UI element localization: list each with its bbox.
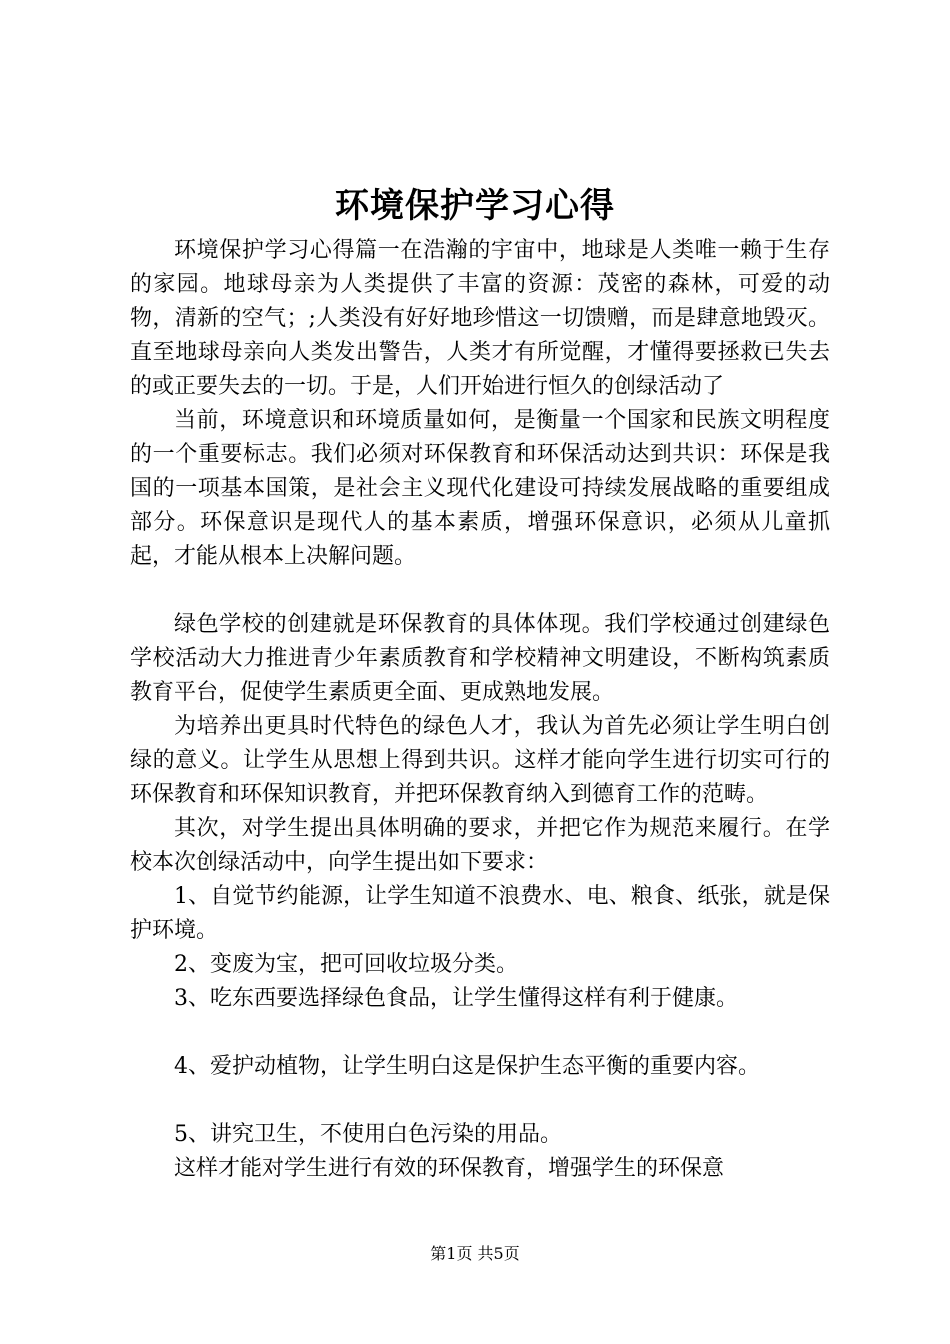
blank-line: [130, 574, 830, 608]
list-item-4: 4、爱护动植物，让学生明白这是保护生态平衡的重要内容。: [174, 1054, 760, 1079]
list-item-2: 2、变废为宝，把可回收垃圾分类。: [174, 952, 518, 977]
list-item-3: 3、吃东西要选择绿色食品，让学生懂得这样有利于健康。: [174, 986, 738, 1011]
page-number: 第1页 共5页: [430, 1244, 520, 1263]
paragraph-5: 其次，对学生提出具体明确的要求，并把它作为规范来履行。在学校本次创绿活动中，向学生提出如下要求：: [130, 816, 830, 875]
paragraph-4: 为培养出更具时代特色的绿色人才，我认为首先必须让学生明白创绿的意义。让学生从思想上得到共识。这样才能向学生进行切实可行的环保教育和环保知识教育，并把环保教育纳入到德育工作的范畴。: [130, 714, 830, 807]
document-title: 环境保护学习心得: [335, 186, 615, 226]
paragraph-1: 环境保护学习心得篇一在浩瀚的宇宙中，地球是人类唯一赖于生存的家园。地球母亲为人类提供了丰富的资源：茂密的森林，可爱的动物，清新的空气；;人类没有好好地珍惜这一切馈赠，而是肆意地毁灭。直至地球母亲向人类发出警告，人类才有所觉醒，才懂得要拯救已失去的或正要失去的一切。于是，人们开始进行恒久的创绿活动了: [130, 238, 830, 399]
blank-line: [130, 1016, 830, 1050]
list-item-5: 5、讲究卫生，不使用白色污染的用品。: [174, 1122, 562, 1147]
list-item-1: 1、自觉节约能源，让学生知道不浪费水、电、粮食、纸张，就是保护环境。: [130, 884, 830, 943]
paragraph-2: 当前，环境意识和环境质量如何，是衡量一个国家和民族文明程度的一个重要标志。我们必须对环保教育和环保活动达到共识：环保是我国的一项基本国策，是社会主义现代化建设可持续发展战略的重要组成部分。环保意识是现代人的基本素质，增强环保意识，必须从儿童抓起，才能从根本上决解问题。: [130, 408, 830, 569]
blank-line: [130, 1084, 830, 1118]
paragraph-3: 绿色学校的创建就是环保教育的具体体现。我们学校通过创建绿色学校活动大力推进青少年素质教育和学校精神文明建设，不断构筑素质教育平台，促使学生素质更全面、更成熟地发展。: [130, 612, 830, 705]
paragraph-6: 这样才能对学生进行有效的环保教育，增强学生的环保意: [174, 1156, 725, 1181]
document-body: [130, 234, 830, 1186]
